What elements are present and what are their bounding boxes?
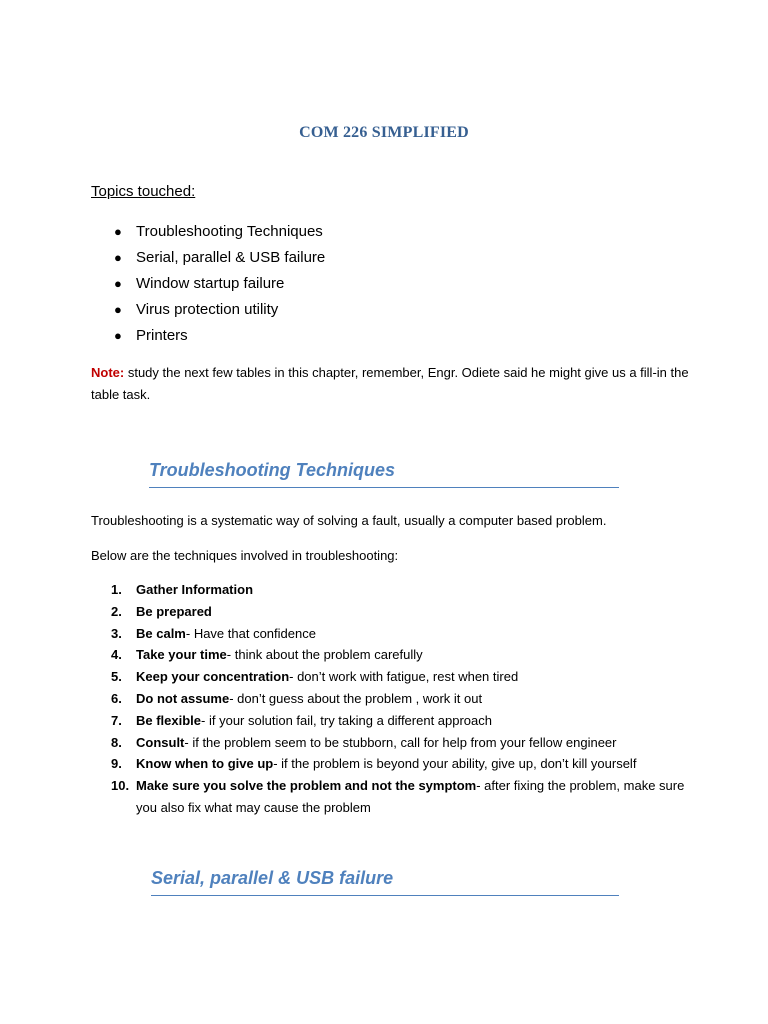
note-label: Note:	[91, 365, 125, 380]
section-heading-serial: Serial, parallel & USB failure	[151, 868, 619, 896]
bullet-icon: ●	[114, 276, 122, 291]
topics-list	[91, 221, 325, 351]
step-number: 4.	[111, 647, 122, 663]
step-number: 7.	[111, 712, 122, 728]
step-number: 1.	[111, 582, 122, 597]
step-term: Consult	[136, 734, 185, 750]
step-desc: - don’t work with fatigue, rest when tired	[289, 669, 519, 685]
troubleshooting-intro: Troubleshooting is a systematic way of solving a fault, usually a computer based problem.	[91, 513, 607, 528]
bullet-icon: ●	[114, 224, 122, 239]
step-term: Keep your concentration	[136, 669, 290, 685]
topic-label: Virus protection utility	[136, 301, 279, 318]
step-desc: - if the problem is beyond your ability, give up, don’t kill yourself	[273, 756, 637, 772]
topic-label: Window startup failure	[136, 275, 285, 292]
step-desc: - don’t guess about the problem , work it out	[229, 690, 483, 706]
step-number: 8.	[111, 734, 122, 750]
list-item	[91, 775, 691, 819]
list-item	[91, 710, 691, 732]
step-desc: - if your solution fail, try taking a different approach	[201, 712, 493, 728]
step-desc: - if the problem seem to be stubborn, call for help from your fellow engineer	[184, 734, 617, 750]
list-item	[91, 273, 325, 299]
list-item	[91, 299, 325, 325]
step-number: 3.	[111, 625, 122, 641]
list-item	[91, 579, 691, 601]
document-title: COM 226 SIMPLIFIED	[299, 124, 469, 141]
step-desc: - Have that confidence	[185, 625, 316, 641]
techniques-list	[91, 579, 691, 819]
topic-label: Printers	[136, 327, 188, 344]
list-item	[91, 688, 691, 710]
step-term: Make sure you solve the problem and not the symptom	[136, 778, 477, 794]
section-heading-troubleshooting: Troubleshooting Techniques	[149, 460, 619, 488]
step-term: Do not assume	[136, 690, 230, 706]
list-item	[91, 247, 325, 273]
list-item	[91, 666, 691, 688]
step-term: Be prepared	[136, 603, 212, 619]
topic-label: Troubleshooting Techniques	[136, 223, 323, 240]
step-term: Be flexible	[136, 712, 202, 728]
list-item	[91, 644, 691, 666]
list-item	[91, 325, 325, 351]
list-item	[91, 601, 691, 623]
step-term: Gather Information	[136, 582, 254, 597]
bullet-icon: ●	[114, 328, 122, 343]
topics-heading: Topics touched:	[91, 183, 196, 200]
bullet-icon: ●	[114, 302, 122, 317]
note-paragraph	[91, 362, 691, 406]
step-number: 9.	[111, 756, 122, 772]
list-item	[91, 732, 691, 754]
troubleshooting-lead: Below are the techniques involved in troubleshooting:	[91, 548, 399, 563]
step-term: Take your time	[136, 647, 227, 663]
step-desc: - after fixing the problem, make sure you also fix what may cause the problem	[136, 778, 685, 815]
topic-label: Serial, parallel & USB failure	[136, 249, 326, 266]
bullet-icon: ●	[114, 250, 122, 265]
list-item	[91, 623, 691, 645]
list-item	[91, 221, 325, 247]
step-desc: - think about the problem carefully	[226, 647, 423, 663]
step-number: 2.	[111, 603, 122, 619]
step-number: 5.	[111, 669, 122, 685]
step-term: Be calm	[136, 625, 186, 641]
note-text: study the next few tables in this chapter, remember, Engr. Odiete said he might give us a fill-in the table task.	[91, 365, 689, 402]
list-item	[91, 753, 691, 775]
step-number: 6.	[111, 690, 122, 706]
step-term: Know when to give up	[136, 756, 274, 772]
step-number: 10.	[111, 778, 130, 794]
